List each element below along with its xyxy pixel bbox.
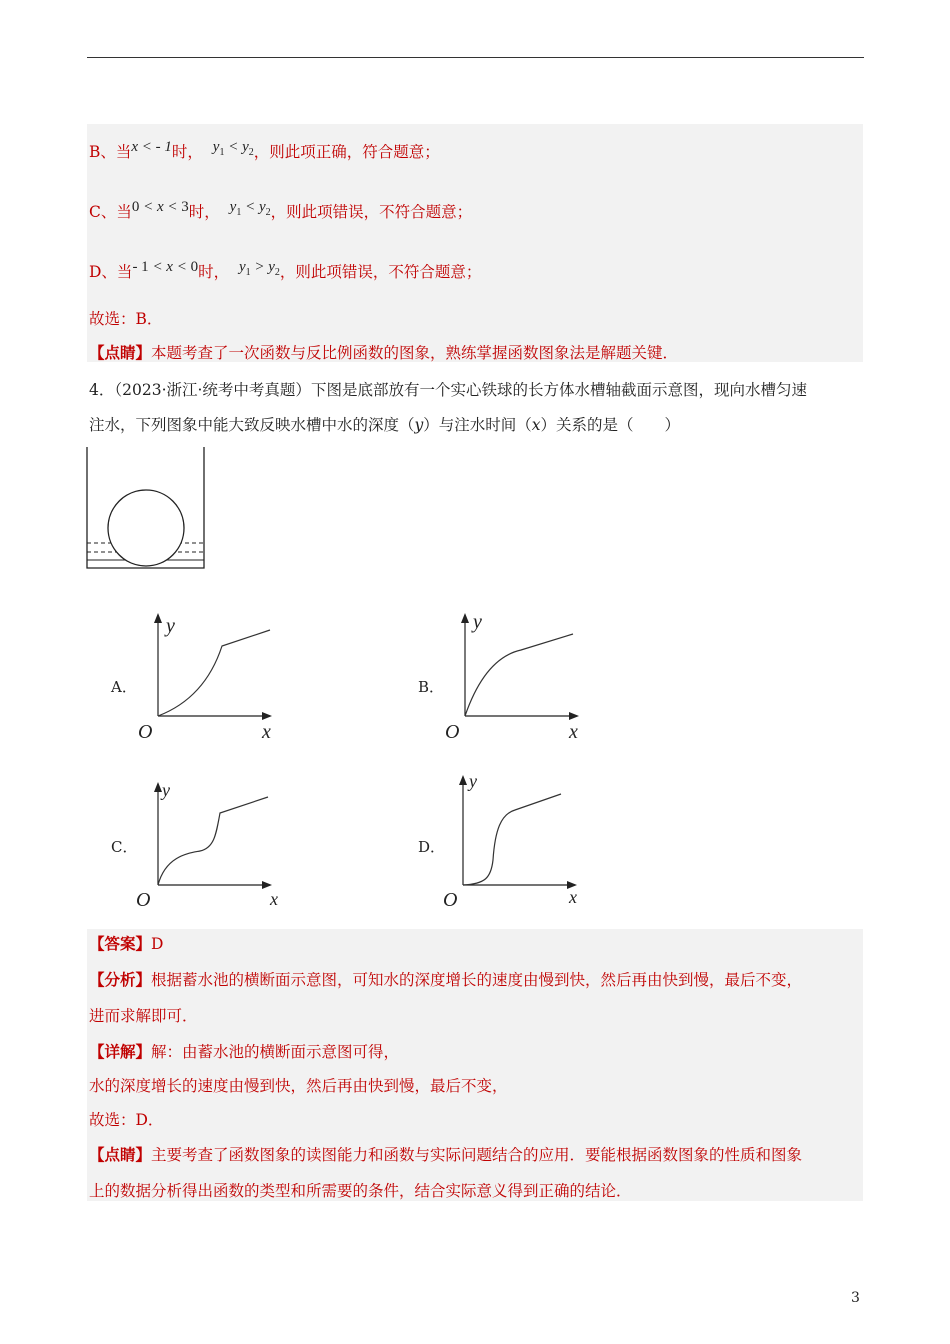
- page-number: 3: [851, 1290, 860, 1306]
- option-c-graph[interactable]: [130, 775, 280, 915]
- origin-label: O: [136, 889, 151, 911]
- relation-d: $y_1 > y_2$: [238, 259, 280, 278]
- solution-choice: 故选：B．: [89, 310, 163, 328]
- y-axis-label: y: [473, 611, 482, 633]
- option-d-graph[interactable]: [437, 770, 587, 915]
- detail-line-1: 【详解】解：由蓄水池的横断面示意图可得，: [89, 1042, 400, 1061]
- option-b-graph[interactable]: [437, 608, 587, 748]
- answer-line: 【答案】D: [89, 934, 164, 953]
- origin-label: O: [445, 721, 460, 743]
- x-axis-label: x: [569, 721, 578, 743]
- x-axis-label: x: [569, 887, 577, 907]
- x-axis-label: x: [262, 721, 271, 743]
- header-rule: [87, 57, 864, 58]
- answer-choice: 故选：D．: [89, 1111, 164, 1129]
- y-axis-label: y: [469, 771, 477, 791]
- origin-label: O: [138, 721, 153, 743]
- tank-diagram: [80, 440, 215, 575]
- option-a-label[interactable]: A．: [111, 678, 137, 696]
- analysis-line-1: 【分析】根据蓄水池的横断面示意图，可知水的深度增长的速度由慢到快，然后再由快到慢，最后不变，: [89, 970, 803, 989]
- analysis-line-2: 进而求解即可．: [89, 1007, 198, 1025]
- detail-line-2: 水的深度增长的速度由慢到快，然后再由快到慢，最后不变，: [89, 1077, 508, 1095]
- condition-b: x < - 1: [131, 139, 172, 155]
- question-line-2: 注水，下列图象中能大致反映水槽中水的深度（y）与注水时间（x）关系的是（ ）: [89, 416, 681, 434]
- option-b-label[interactable]: B．: [418, 678, 445, 696]
- relation-b: $y_1 < y_2$: [212, 139, 254, 158]
- condition-c: 0 < x < 3: [131, 199, 189, 215]
- solution-line-b: B、当x < - 1时， $y_1 < y_2$，则此项正确，符合题意；: [89, 139, 440, 161]
- option-d-label[interactable]: D．: [418, 838, 446, 856]
- comment-line-1: 【点睛】主要考查了函数图象的读图能力和函数与实际问题结合的应用．要能根据函数图象的性质和图象: [89, 1145, 803, 1164]
- condition-d: - 1 < x < 0: [132, 259, 199, 275]
- solution-comment: 【点睛】本题考查了一次函数与反比例函数的图象，熟练掌握函数图象法是解题关键．: [89, 343, 679, 362]
- y-axis-label: y: [166, 615, 175, 637]
- relation-c: $y_1 < y_2$: [229, 199, 271, 218]
- y-axis-label: y: [162, 780, 170, 800]
- comment-line-2: 上的数据分析得出函数的类型和所需要的条件，结合实际意义得到正确的结论．: [89, 1182, 632, 1200]
- origin-label: O: [443, 889, 458, 911]
- solution-line-d: D、当- 1 < x < 0时， $y_1 > y_2$，则此项错误，不符合题意；: [89, 259, 482, 281]
- question-line-1: 4．（2023·浙江·统考中考真题）下图是底部放有一个实心铁球的长方体水槽轴截面示意图，现向水槽匀速: [89, 381, 807, 399]
- option-a-graph[interactable]: [130, 608, 280, 748]
- option-c-label[interactable]: C．: [111, 838, 138, 856]
- x-axis-label: x: [270, 889, 278, 909]
- solution-line-c: C、当0 < x < 3时， $y_1 < y_2$，则此项错误，不符合题意；: [89, 199, 473, 221]
